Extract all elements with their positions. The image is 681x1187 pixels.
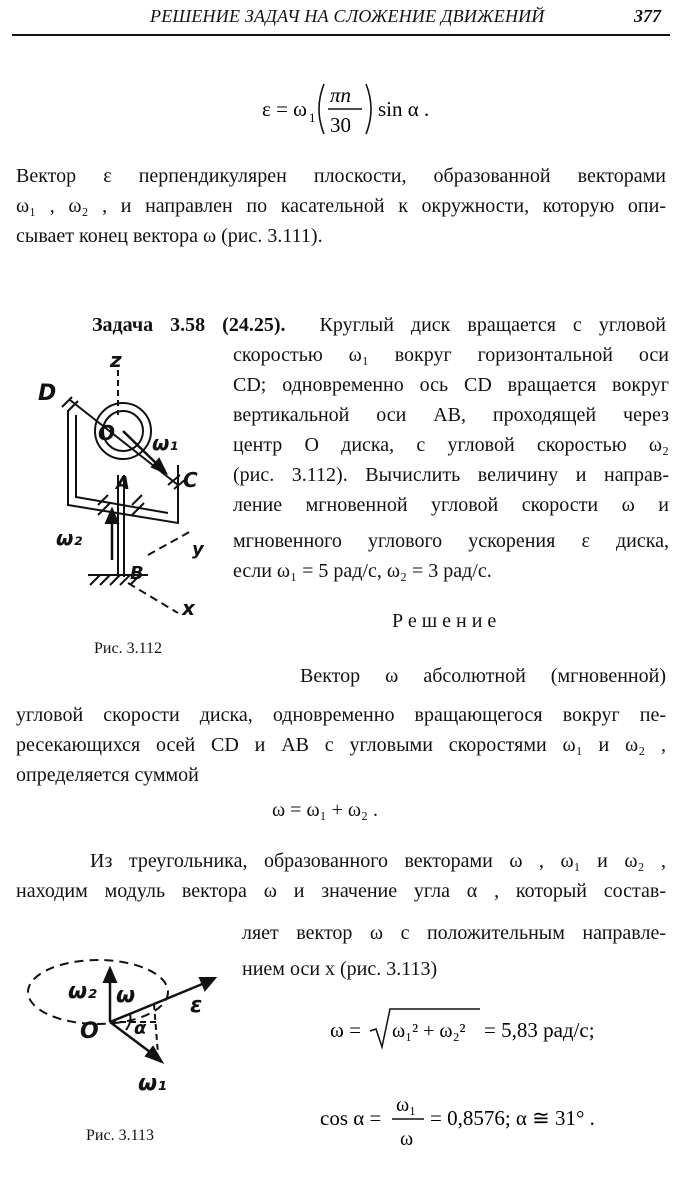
fig113-label-alpha: α — [134, 1018, 147, 1039]
fig112-label-B: B — [130, 563, 144, 584]
header-rule — [12, 34, 670, 36]
page-number: 377 — [634, 6, 661, 26]
fig112-label-w2: ω₂ — [56, 526, 83, 550]
formula-epsilon-sub: 1 — [309, 110, 316, 125]
fig113-label-w2: ω₂ — [68, 979, 97, 1004]
formula3-radicand: ω₁² + ω₂² — [392, 1020, 466, 1042]
running-header-title: РЕШЕНИЕ ЗАДАЧ НА СЛОЖЕНИЕ ДВИЖЕНИЙ — [150, 6, 545, 26]
para1-line1: Вектор ε перпендикулярен плоскости, образованной векторами — [16, 165, 666, 187]
formula-epsilon-lhs: ε = ω — [262, 97, 307, 121]
task-line1: Круглый диск вращается с угловой — [319, 314, 666, 336]
fig113-label-w: ω — [116, 983, 136, 1008]
figure-3-112 — [28, 345, 228, 635]
formula-epsilon-tail: sin α . — [378, 97, 430, 121]
task-line2: скоростью ω₁ вокруг горизонтальной оси — [233, 344, 669, 366]
fig112-caption: Рис. 3.112 — [94, 640, 162, 657]
formula4-rhs: = 0,8576; α ≅ 31° . — [430, 1106, 595, 1130]
paragraph-epsilon-direction — [16, 161, 666, 251]
task-first-line — [92, 310, 666, 340]
formula-omega-sum: ω = ω₁ + ω₂ . — [272, 799, 378, 821]
fig113-label-O: O — [80, 1019, 99, 1044]
task-line7: ление мгновенной угловой скорости ω и — [233, 494, 669, 516]
fig112-label-O: O — [98, 421, 116, 445]
task-body — [233, 340, 669, 586]
formula4-den: ω — [400, 1128, 414, 1150]
fig112-label-x: x — [182, 596, 195, 620]
task-line3: CD; одновременно ось CD вращается вокруг — [233, 374, 669, 396]
para2-line1: Вектор ω абсолютной (мгновенной) — [300, 665, 666, 687]
para2-line3: ресекающихся осей CD и AB с угловыми скоростями ω₁ и ω₂ , — [16, 734, 666, 756]
para3-line3: ляет вектор ω с положительным направле- — [242, 922, 666, 944]
fig113-label-eps: ε — [190, 993, 203, 1018]
formula3-rhs: = 5,83 рад/с; — [484, 1018, 595, 1042]
formula-epsilon-num: πn — [330, 83, 352, 107]
formula-epsilon-den: 30 — [330, 113, 351, 137]
fig112-label-y: y — [192, 539, 204, 560]
fig112-label-A: A — [116, 473, 130, 494]
figure-3-113 — [20, 950, 240, 1130]
task-line8: мгновенного углового ускорения ε диска, — [233, 530, 669, 552]
task-line6: (рис. 3.112). Вычислить величину и направ- — [233, 464, 669, 486]
fig112-label-D: D — [38, 381, 57, 406]
para1-line3: сывает конец вектора ω (рис. 3.111). — [16, 225, 323, 247]
para3-line1: Из треугольника, образованного векторами ω , ω₁ и ω₂ , — [90, 850, 666, 872]
formula4-num: ω₁ — [396, 1094, 417, 1116]
task-line9: если ω₁ = 5 рад/с, ω₂ = 3 рад/с. — [233, 560, 492, 582]
para2-line4: определяется суммой — [16, 764, 199, 786]
fig113-caption: Рис. 3.113 — [86, 1127, 154, 1144]
formula3-lhs: ω = — [330, 1018, 361, 1042]
para1-line2: ω₁ , ω₂ , и направлен по касательной к окружности, которую опи- — [16, 195, 666, 217]
fig112-label-z: z — [110, 348, 122, 372]
para3-line2: находим модуль вектора ω и значение угла α , который состав- — [16, 880, 666, 902]
formula-epsilon — [262, 72, 462, 142]
task-line4: вертикальной оси AB, проходящей через — [233, 404, 669, 426]
fig113-label-w1: ω₁ — [138, 1071, 167, 1096]
formula-omega-modulus — [330, 1005, 630, 1055]
task-heading: Задача 3.58 (24.25). — [92, 314, 286, 336]
para3-line4: нием оси x (рис. 3.113) — [242, 958, 438, 980]
solution-heading: Решение — [392, 610, 502, 632]
fig112-label-w1: ω₁ — [152, 431, 179, 455]
formula4-lhs: cos α = — [320, 1106, 382, 1130]
task-line5: центр O диска, с угловой скоростью ω₂ — [233, 434, 669, 456]
fig112-label-C: C — [183, 468, 198, 492]
formula-cos-alpha — [320, 1085, 660, 1155]
para2-line2: угловой скорости диска, одновременно вращающегося вокруг пе- — [16, 704, 666, 726]
